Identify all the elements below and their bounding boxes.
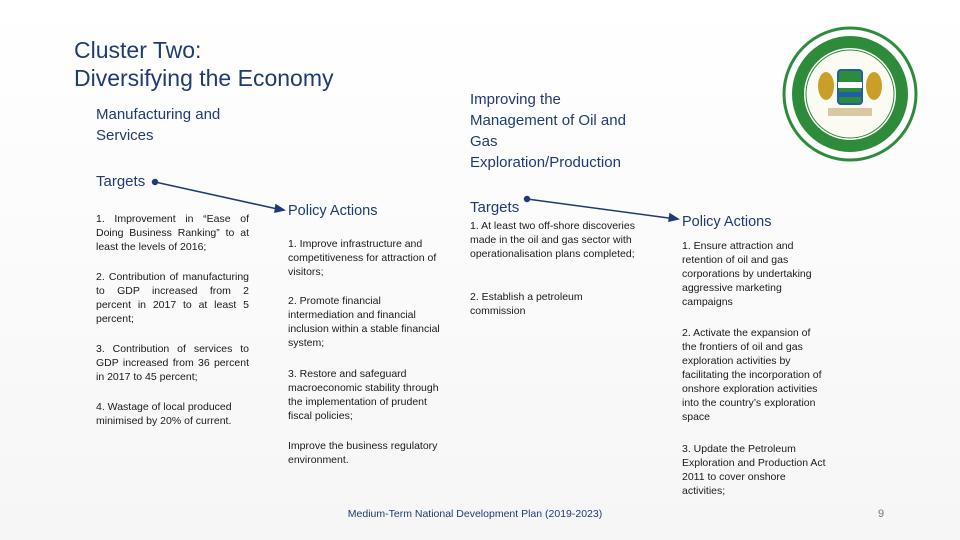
right-policy-3: 3. Update the Petroleum Exploration and Production Act 2011 to cover onshore activities; xyxy=(682,443,826,497)
right-heading-line2: Management of Oil and xyxy=(470,112,626,129)
left-policy-label: Policy Actions xyxy=(288,203,378,219)
right-heading-line4: Exploration/Production xyxy=(470,154,621,171)
right-policy-label: Policy Actions xyxy=(682,214,772,230)
right-heading-line3: Gas xyxy=(470,133,498,150)
left-policy-4: Improve the business regulatory environment. xyxy=(288,440,438,466)
right-targets-label: Targets xyxy=(470,199,520,216)
slide-title-line2: Diversifying the Economy xyxy=(74,65,334,91)
footer-text: Medium-Term National Development Plan (2019-2023) xyxy=(347,508,603,520)
left-policy-1: 1. Improve infrastructure and competitiveness for attraction of visitors; xyxy=(288,238,437,278)
page-number: 9 xyxy=(878,508,885,520)
left-targets-label: Targets xyxy=(96,173,146,190)
right-connector-line xyxy=(527,199,676,219)
right-target-2: 2. Establish a petroleum commission xyxy=(470,291,583,317)
right-connector-arrowhead-icon xyxy=(669,214,678,221)
left-target-2: 2. Contribution of manufacturing to GDP increased from 2 percent in 2017 to at least 5 percent; xyxy=(96,271,249,325)
left-connector-line xyxy=(155,182,282,210)
left-heading-line2: Services xyxy=(96,127,154,144)
left-policy-2: 2. Promote financial intermediation and financial inclusion within a stable financial system; xyxy=(288,295,440,349)
left-connector-start-icon xyxy=(153,180,158,185)
right-policy-2: 2. Activate the expansion of the frontiers of oil and gas exploration activities by facilitating the incorporation of onshore exploration activities into the country’s exploration space xyxy=(682,327,822,423)
left-target-4: 4. Wastage of local produced minimised by 20% of current. xyxy=(96,401,232,427)
right-target-1: 1. At least two off-shore discoveries made in the oil and gas sector with operationalisation plans completed; xyxy=(470,220,635,260)
left-target-1: 1. Improvement in “Ease of Doing Business Ranking” to at least the levels of 2016; xyxy=(96,213,249,253)
left-connector-arrowhead-icon xyxy=(275,205,284,212)
right-connector-start-icon xyxy=(525,197,530,202)
left-policy-3: 3. Restore and safeguard macroeconomic stability through the implementation of prudent fiscal policies; xyxy=(288,368,439,422)
footer xyxy=(0,508,960,520)
left-heading-line1: Manufacturing and xyxy=(96,106,221,123)
right-policy-1: 1. Ensure attraction and retention of oil and gas corporations by undertaking aggressive marketing campaigns xyxy=(682,240,812,308)
ministry-seal-logo xyxy=(780,24,920,164)
slide-title-line1: Cluster Two: xyxy=(74,37,202,63)
left-target-3: 3. Contribution of services to GDP increased from 36 percent in 2017 to 45 percent; xyxy=(96,343,249,383)
right-heading-line1: Improving the xyxy=(470,91,561,108)
